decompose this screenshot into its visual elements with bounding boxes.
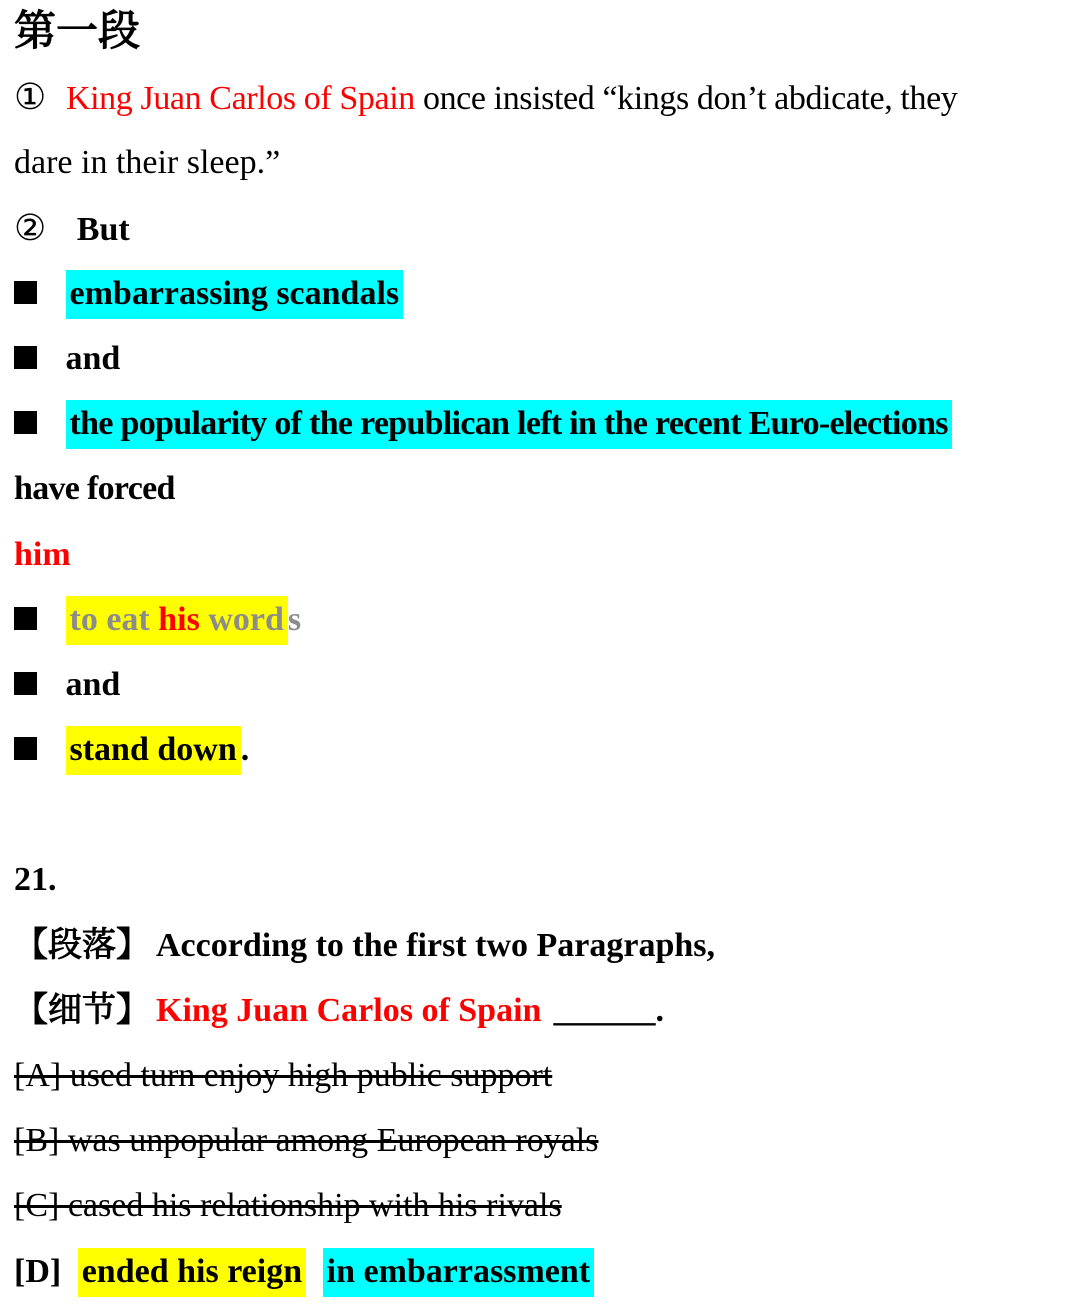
circled-2-marker: ② [14,207,47,249]
sentence-1-tail: once insisted “kings don’t abdicate, they [422,80,958,118]
question-stem-detail [14,978,1070,1043]
him-red-line: him [14,535,71,573]
bullet-line-stand-down [14,717,1070,782]
stem-2-period: . [655,991,664,1029]
square-bullet-icon [14,281,37,304]
to-eat-gray-text: to eat [69,600,159,638]
question-stem-paragraph [14,913,1070,978]
answer-blank: ______ [553,991,656,1029]
square-bullet-icon [14,346,37,369]
stem-2-red-text: King Juan Carlos of Spain [156,991,542,1029]
option-d-label: [D] [14,1252,62,1290]
subject-red-text: King Juan Carlos of Spain [65,80,415,118]
his-red-text: his [158,600,200,638]
bullet-line-eat-words [14,587,1070,652]
square-bullet-icon [14,737,37,760]
detail-tag: 【细节】 [14,991,150,1029]
cyan-highlight-embarrassment: in embarrassment [323,1248,594,1297]
sentence-2-line [14,196,1070,261]
stand-down-period: . [240,731,250,769]
paragraph-heading: 第一段 [14,9,141,55]
words-s-gray-text: s [287,600,302,638]
and-word-2: and [65,665,121,703]
bullet-line-popularity [14,391,1070,456]
stem-1-text: According to the first two Paragraphs, [156,926,716,964]
word-gray-text: word [199,600,284,638]
and-word-1: and [65,339,121,377]
option-a: [A] used turn enjoy high public support [14,1057,553,1094]
yellow-highlight-stand-down: stand down [66,726,241,775]
circled-1-marker: ① [14,77,46,119]
cyan-highlight-popularity: the popularity of the republican left in the recent Euro-elections [66,400,952,449]
bullet-line-scandals [14,261,1070,326]
option-d [14,1239,1070,1304]
square-bullet-icon [14,607,37,630]
have-forced-line: have forced [14,470,175,508]
square-bullet-icon [14,672,37,695]
question-number: 21. [14,861,57,899]
option-b: [B] was unpopular among European royals [14,1122,599,1160]
but-word: But [76,210,130,248]
yellow-highlight-ended-reign: ended his reign [78,1248,306,1297]
cyan-highlight-scandals: embarrassing scandals [66,270,404,319]
option-c: [C] cased his relationship with his rivals [14,1187,562,1225]
bullet-line-and-1 [14,326,1070,391]
square-bullet-icon [14,411,37,434]
sentence-1-line-2: dare in their sleep.” [14,144,281,182]
paragraph-tag: 【段落】 [14,926,150,964]
sentence-1-line-1 [14,65,1070,130]
yellow-highlight-eat-words [66,596,288,645]
spacer-line [14,782,1070,847]
bullet-line-and-2 [14,652,1070,717]
